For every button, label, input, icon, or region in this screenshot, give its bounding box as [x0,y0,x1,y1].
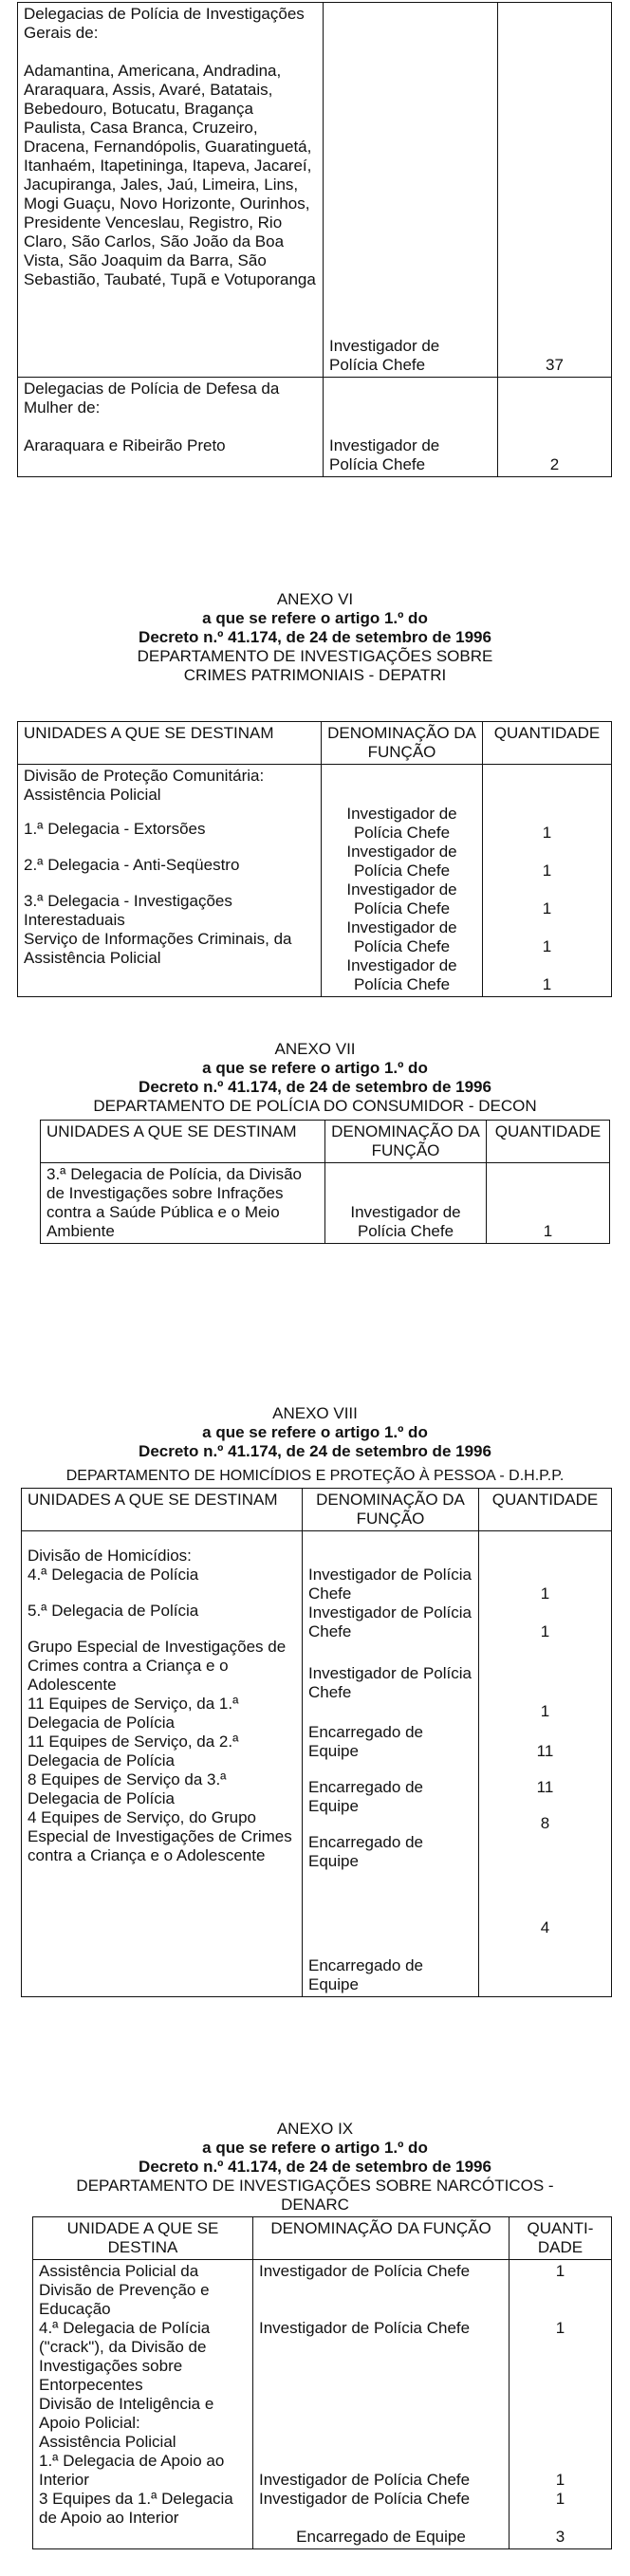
unit-cell [22,1531,303,1997]
anexo-title: ANEXO VIII [272,1404,358,1422]
function-label: Encarregado de Equipe [296,2528,466,2546]
quantity-value: 1 [555,2471,565,2489]
anexo-vi-heading [0,590,630,685]
function-label: Investigador de Polícia Chefe [308,1664,472,1701]
table-header-row [33,2217,612,2260]
quantity-cell [510,2260,612,2549]
anexo-decree: Decreto n.º 41.174, de 24 de setembro de 1996 [139,1442,491,1460]
quantity-value: 1 [542,937,552,955]
function-label: Investigador de Polícia Chefe [346,843,457,880]
unit-label: Assistência Policial [39,2433,176,2451]
unit-label: 5.ª Delegacia de Polícia [28,1602,199,1620]
function-label: Investigador de Polícia Chefe [259,2471,471,2489]
function-label: Investigador de Polícia Chefe [259,2490,471,2508]
unit-label: 4 Equipes de Serviço, do Grupo Especial de Investigações de Crimes contra a Criança e o Adolescente [28,1808,292,1864]
header-function: DENOMINAÇÃO DA FUNÇÃO [322,722,483,765]
quantity-value: 1 [542,824,552,842]
table-row [18,3,612,378]
unit-cell: 3.ª Delegacia de Polícia, da Divisão de Investigações sobre Infrações contra a Saúde Pública e o Meio Ambiente [41,1163,325,1244]
anexo-decree: Decreto n.º 41.174, de 24 de setembro de 1996 [139,2158,491,2176]
unit-cell [18,378,324,477]
quantity-value: 1 [542,975,552,993]
unit-label: Divisão de Inteligência e Apoio Policial: [39,2395,214,2432]
table-header-row [41,1121,610,1163]
function-label: Investigador de Polícia Chefe [308,1566,472,1603]
unit-label: 4.ª Delegacia de Polícia ("crack"), da Divisão de Investigações sobre Entorpecentes [39,2319,211,2394]
table-row [41,1163,610,1244]
function-label: Investigador de Polícia Chefe [308,1603,472,1640]
anexo-ix-heading [0,2120,630,2215]
header-unit: UNIDADES A QUE SE DESTINAM [41,1121,325,1163]
unit-label: Grupo Especial de Investigações de Crimes contra a Criança e o Adolescente [28,1638,287,1694]
function-label: Encarregado de Equipe [308,1956,423,1993]
header-unit: UNIDADE A QUE SE DESTINA [33,2217,253,2260]
unit-cell [33,2260,253,2549]
function-label: Investigador de Polícia Chefe [329,436,440,473]
function-cell [303,1531,479,1997]
quantity-value: 1 [555,2490,565,2508]
header-function: DENOMINAÇÃO DA FUNÇÃO [253,2217,510,2260]
quantity-value: 2 [549,455,560,473]
anexo-reference: a que se refere o artigo 1.º do [202,1059,428,1077]
function-cell [324,378,498,477]
unit-label: Assistência Policial da Divisão de Prevenção e Educação [39,2262,210,2318]
unit-label: Serviço de Informações Criminais, da Assistência Policial [24,930,292,967]
function-cell [253,2260,510,2549]
unit-label: 3 Equipes da 1.ª Delegacia de Apoio ao Interior [39,2490,233,2527]
anexo-reference: a que se refere o artigo 1.º do [202,2139,428,2157]
unit-label: Divisão de Proteção Comunitária: [24,767,265,785]
unit-cell [18,3,324,378]
anexo-vi-table [17,721,612,997]
anexo-title: ANEXO IX [276,2120,354,2138]
anexo-department: DEPARTAMENTO DE POLÍCIA DO CONSUMIDOR - DECON [93,1097,537,1115]
anexo-title: ANEXO VI [276,590,354,608]
table-row [22,1531,612,1997]
unit-label: 2.ª Delegacia - Anti-Seqüestro [24,856,240,874]
function-label: Investigador de Polícia Chefe [346,918,457,955]
anexo-viii-heading [0,1404,630,1461]
table-header-row [22,1489,612,1531]
table-row [18,378,612,477]
quantity-value: 11 [536,1778,554,1796]
header-unit: UNIDADES A QUE SE DESTINAM [18,722,322,765]
header-quantity: QUANTIDADE [479,1489,612,1531]
table-continuation [17,2,612,477]
header-quantity: QUANTI-DADE [510,2217,612,2260]
function-label: Investigador de Polícia Chefe [346,880,457,917]
quantity-cell: 1 [487,1163,610,1244]
function-cell [324,3,498,378]
anexo-department: DEPARTAMENTO DE INVESTIGAÇÕES SOBRE [137,647,493,665]
function-cell: Investigador de Polícia Chefe [325,1163,487,1244]
anexo-decree: Decreto n.º 41.174, de 24 de setembro de 1996 [139,628,491,646]
anexo-department: DEPARTAMENTO DE INVESTIGAÇÕES SOBRE NARCÓTICOS - [76,2177,554,2195]
unit-label: Assistência Policial [24,786,161,804]
function-cell [322,765,483,997]
unit-label: 3.ª Delegacia - Investigações Interestaduais [24,892,232,929]
header-quantity: QUANTIDADE [483,722,612,765]
city-list: Araraquara e Ribeirão Preto [24,436,226,454]
anexo-viii-table [21,1488,612,1997]
table-row [33,2260,612,2549]
function-label: Encarregado de Equipe [308,1778,423,1815]
anexo-reference: a que se refere o artigo 1.º do [202,1423,428,1441]
quantity-cell [498,3,612,378]
quantity-value: 1 [542,899,552,917]
quantity-value: 37 [546,356,564,374]
quantity-value: 3 [555,2528,565,2546]
function-label: Investigador de Polícia Chefe [259,2262,471,2280]
unit-label: Divisão de Homicídios: [28,1547,192,1565]
anexo-department-line2: CRIMES PATRIMONIAIS - DEPATRI [183,666,447,684]
unit-label: 11 Equipes de Serviço, da 2.ª Delegacia de Polícia [28,1733,239,1770]
header-function: DENOMINAÇÃO DA FUNÇÃO [303,1489,479,1531]
anexo-vii-table [40,1120,610,1244]
quantity-value: 1 [540,1702,550,1720]
city-list: Adamantina, Americana, Andradina, Araraquara, Assis, Avaré, Batatais, Bebedouro, Botucatu, Bragança Paulista, Casa Branca, Cruzeiro, Dracena, Fernandópolis, Guaratinguetá, Itanhaém, Itapetininga, Itapeva, Jacareí, Jacupiranga, Jales, Jaú, Limeira, Lins, Mogi Guaçu, Novo Horizonte, Ourinhos, Presidente Venceslau, Registro, Rio Claro, São Carlos, São João da Boa Vista, São Joaquim da Barra, São Sebastião, Taubaté, Tupã e Votuporanga [24,62,316,288]
unit-label: 8 Equipes de Serviço da 3.ª Delegacia de Polícia [28,1770,227,1807]
anexo-department-line2: DENARC [281,2196,349,2214]
unit-label: Delegacias de Polícia de Defesa da Mulher de: [24,380,280,417]
unit-label: Delegacias de Polícia de Investigações Gerais de: [24,5,305,42]
anexo-title: ANEXO VII [274,1040,356,1058]
quantity-cell [483,765,612,997]
unit-label: 11 Equipes de Serviço, da 1.ª Delegacia de Polícia [28,1695,239,1732]
header-quantity: QUANTIDADE [487,1121,610,1163]
anexo-decree: Decreto n.º 41.174, de 24 de setembro de 1996 [139,1078,491,1096]
function-label: Encarregado de Equipe [308,1723,423,1760]
unit-label: 1.ª Delegacia - Extorsões [24,820,206,838]
unit-label: 4.ª Delegacia de Polícia [28,1566,199,1584]
table-header-row [18,722,612,765]
function-label: Investigador de Polícia Chefe [259,2319,471,2337]
table-row [18,765,612,997]
function-label: Investigador de Polícia Chefe [329,337,440,374]
quantity-value: 1 [540,1585,550,1603]
function-label: Encarregado de Equipe [308,1833,423,1870]
header-unit: UNIDADES A QUE SE DESTINAM [22,1489,303,1531]
quantity-cell [498,378,612,477]
quantity-value: 4 [540,1918,550,1937]
function-label: Investigador de Polícia Chefe [346,805,457,842]
anexo-viii-department: DEPARTAMENTO DE HOMICÍDIOS E PROTEÇÃO À PESSOA - D.H.P.P. [65,1468,565,1484]
unit-cell [18,765,322,997]
anexo-vii-heading [0,1040,630,1116]
quantity-value: 8 [540,1814,550,1832]
quantity-value: 1 [542,862,552,880]
unit-label: 1.ª Delegacia de Apoio ao Interior [39,2452,225,2489]
quantity-value: 11 [536,1742,554,1760]
quantity-value: 1 [540,1622,550,1640]
quantity-value: 1 [555,2319,565,2337]
quantity-cell [479,1531,612,1997]
anexo-ix-table [32,2216,612,2549]
function-label: Investigador de Polícia Chefe [346,956,457,993]
quantity-value: 1 [555,2262,565,2280]
header-function: DENOMINAÇÃO DA FUNÇÃO [325,1121,487,1163]
anexo-reference: a que se refere o artigo 1.º do [202,609,428,627]
